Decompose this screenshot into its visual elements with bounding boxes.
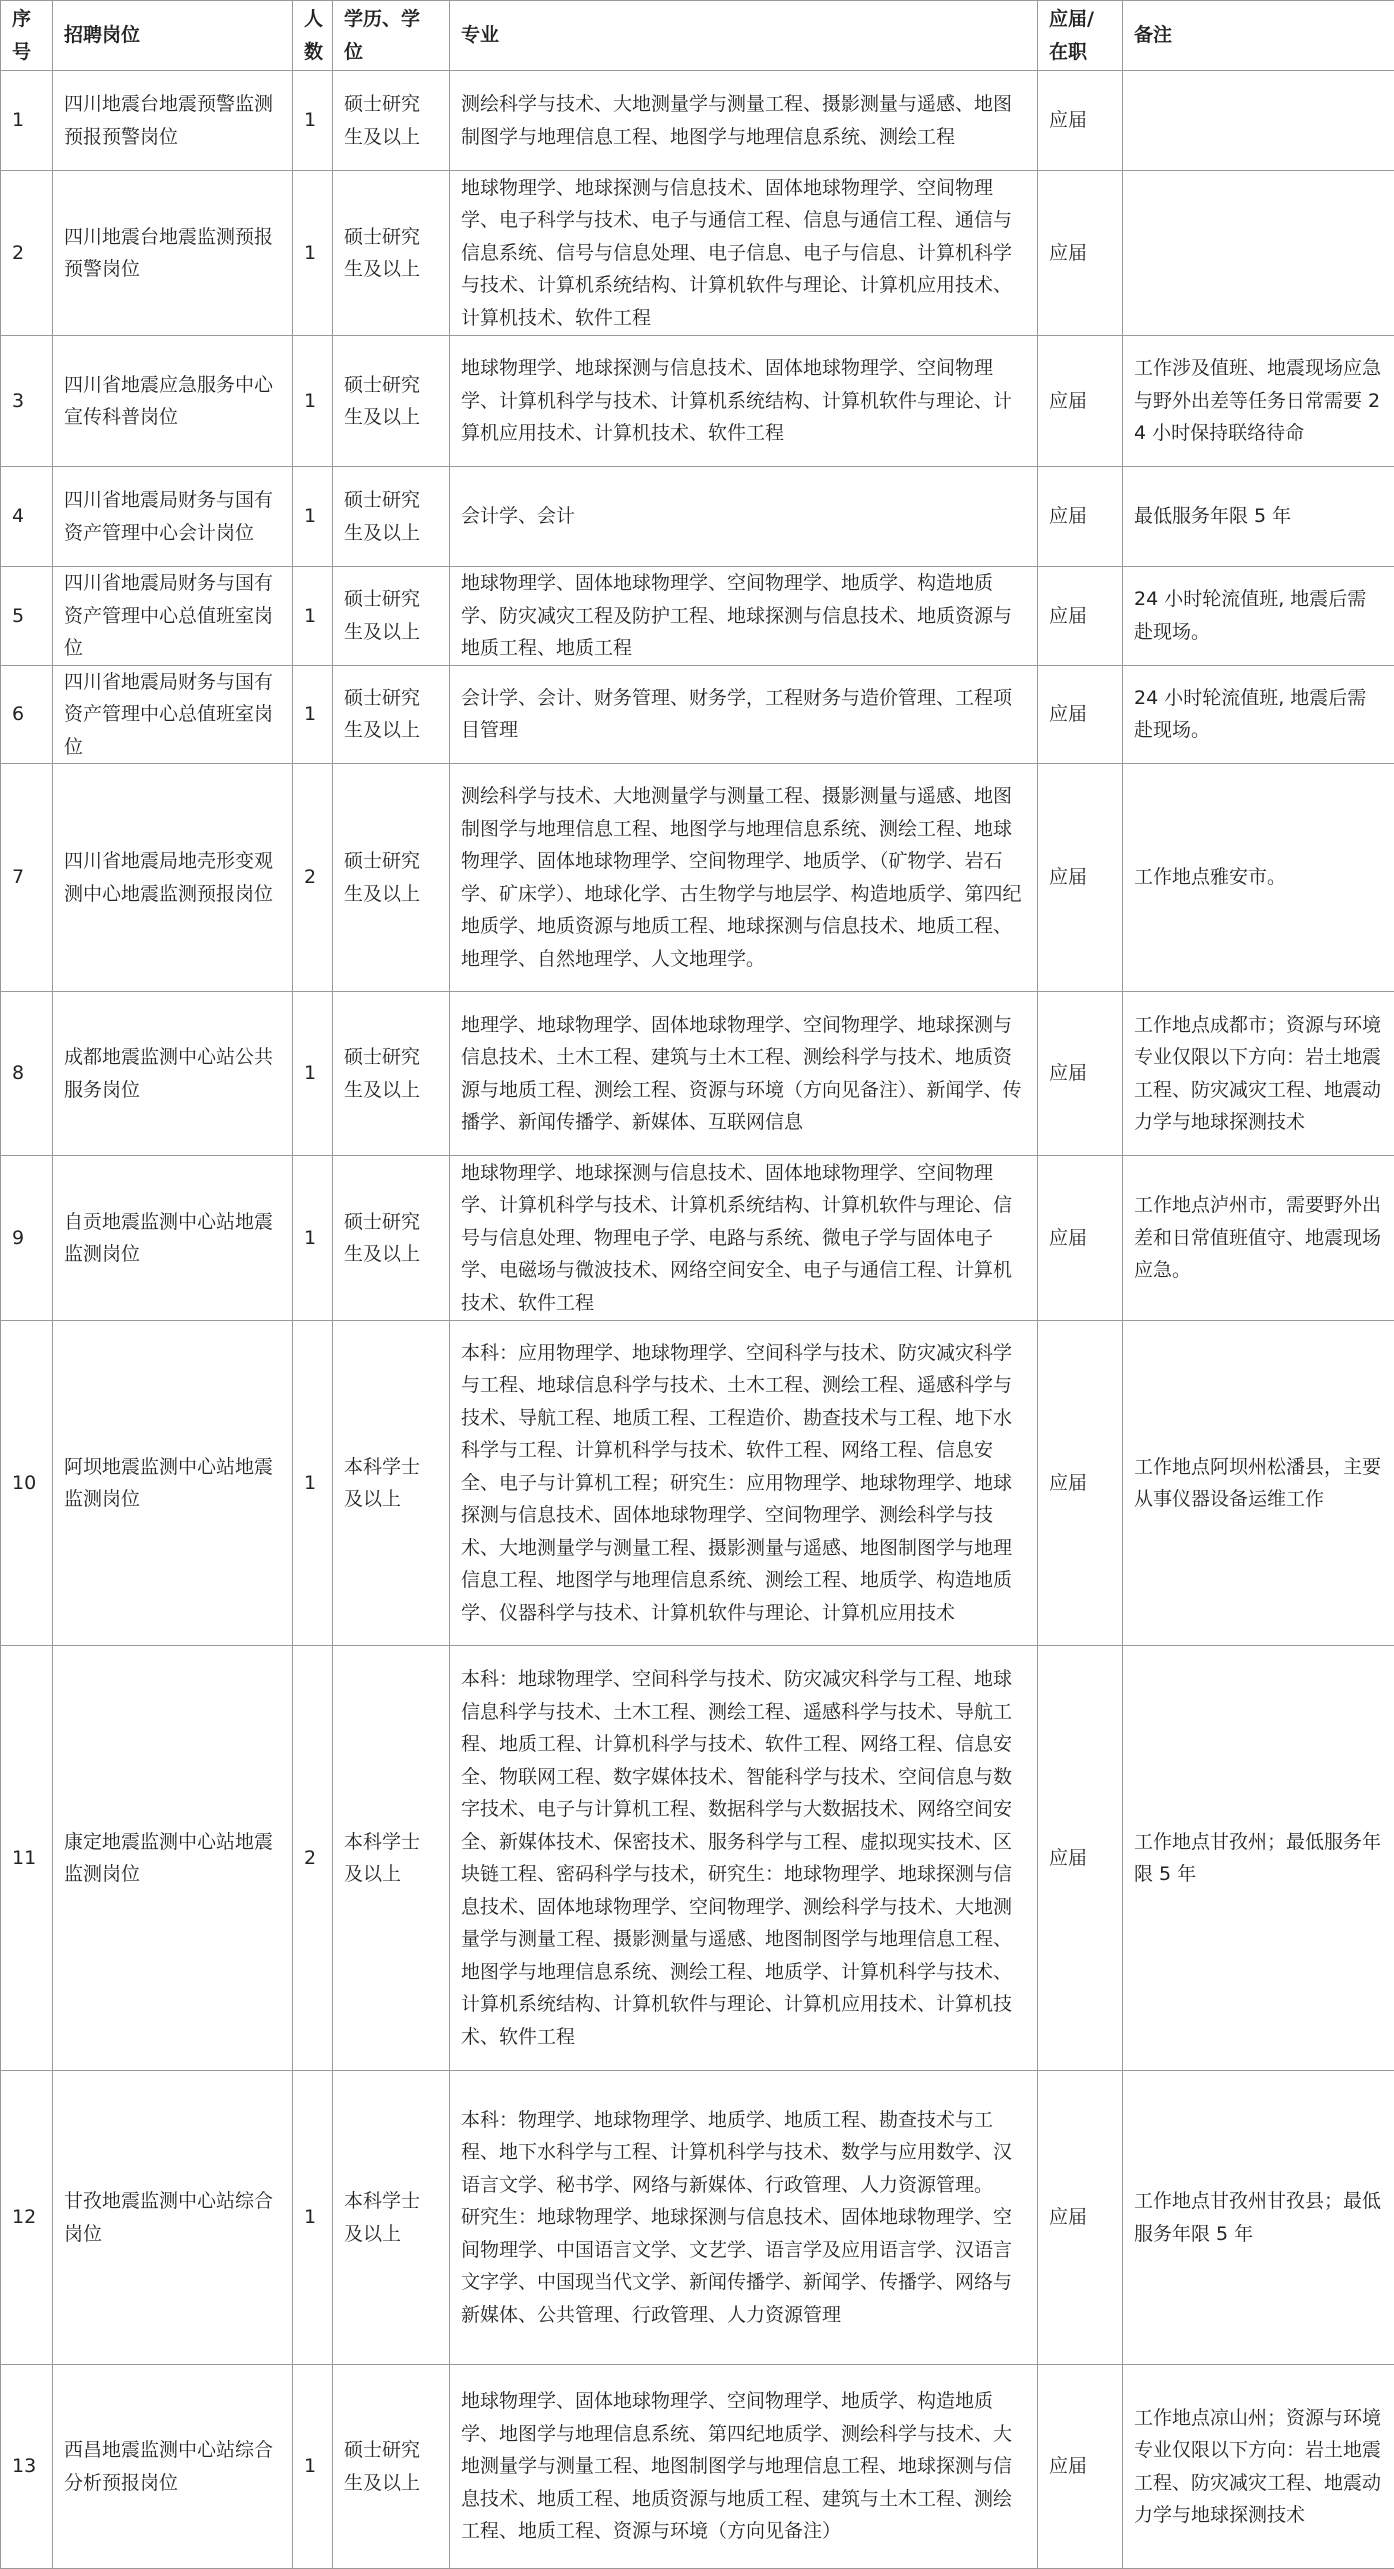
cell-no: 1: [1, 71, 53, 171]
cell-education: 硕士研究生及以上: [333, 764, 450, 992]
cell-education: 本科学士及以上: [333, 1646, 450, 2071]
cell-major: 本科：应用物理学、地球物理学、空间科学与技术、防灾减灾科学与工程、地球信息科学与技术、土木工程、测绘工程、遥感科学与技术、导航工程、地质工程、工程造价、勘查技术与工程、地下水科学与工程、计算机科学与技术、软件工程、网络工程、信息安全、电子与计算机工程；研究生：应用物理学、地球物理学、地球探测与信息技术、固体地球物理学、空间物理学、测绘科学与技术、大地测量学与测量工程、摄影测量与遥感、地图制图学与地理信息工程、地图学与地理信息系统、测绘工程、地质学、构造地质学、仪器科学与技术、计算机软件与理论、计算机应用技术: [450, 1321, 1038, 1646]
cell-notes: 工作地点凉山州；资源与环境专业仅限以下方向：岩土地震工程、防灾减灾工程、地震动力学与地球探测技术: [1123, 2365, 1394, 2569]
cell-major: 地球物理学、固体地球物理学、空间物理学、地质学、构造地质学、防灾减灾工程及防护工程、地球探测与信息技术、地质资源与地质工程、地质工程: [450, 567, 1038, 666]
cell-count: 1: [293, 467, 333, 567]
cell-position: 自贡地震监测中心站地震监测岗位: [53, 1156, 293, 1321]
cell-status: 应届: [1038, 2071, 1123, 2365]
cell-count: 1: [293, 1321, 333, 1646]
cell-position: 四川省地震应急服务中心宣传科普岗位: [53, 336, 293, 467]
cell-status: 应届: [1038, 2365, 1123, 2569]
cell-notes: 工作地点泸州市，需要野外出差和日常值班值守、地震现场应急。: [1123, 1156, 1394, 1321]
table-row: [1, 1321, 1394, 1646]
cell-position: 四川省地震局财务与国有资产管理中心总值班室岗位: [53, 567, 293, 666]
cell-count: 1: [293, 992, 333, 1156]
header-education: 学历、学位: [333, 1, 450, 71]
cell-notes: 工作地点阿坝州松潘县，主要从事仪器设备运维工作: [1123, 1321, 1394, 1646]
cell-count: 2: [293, 764, 333, 992]
cell-notes: 24 小时轮流值班, 地震后需赴现场。: [1123, 567, 1394, 666]
header-count: 人数: [293, 1, 333, 71]
cell-education: 硕士研究生及以上: [333, 567, 450, 666]
table-row: [1, 764, 1394, 992]
cell-count: 1: [293, 1156, 333, 1321]
cell-status: 应届: [1038, 71, 1123, 171]
cell-status: 应届: [1038, 171, 1123, 336]
cell-notes: [1123, 71, 1394, 171]
cell-status: 应届: [1038, 1646, 1123, 2071]
table-row: [1, 71, 1394, 171]
cell-count: 1: [293, 665, 333, 764]
cell-education: 硕士研究生及以上: [333, 171, 450, 336]
cell-notes: 工作地点雅安市。: [1123, 764, 1394, 992]
cell-major: 地球物理学、固体地球物理学、空间物理学、地质学、构造地质学、地图学与地理信息系统、第四纪地质学、测绘科学与技术、大地测量学与测量工程、地图制图学与地理信息工程、地球探测与信息技术、地质工程、地质资源与地质工程、建筑与土木工程、测绘工程、地质工程、资源与环境（方向见备注）: [450, 2365, 1038, 2569]
table-row: [1, 1156, 1394, 1321]
table-row: [1, 1646, 1394, 2071]
cell-position: 四川地震台地震监测预报预警岗位: [53, 171, 293, 336]
cell-count: 1: [293, 336, 333, 467]
cell-education: 硕士研究生及以上: [333, 71, 450, 171]
header-notes: 备注: [1123, 1, 1394, 71]
cell-position: 阿坝地震监测中心站地震监测岗位: [53, 1321, 293, 1646]
cell-education: 硕士研究生及以上: [333, 1156, 450, 1321]
cell-no: 10: [1, 1321, 53, 1646]
table-row: [1, 467, 1394, 567]
cell-notes: 工作地点甘孜州甘孜县；最低服务年限 5 年: [1123, 2071, 1394, 2365]
cell-notes: 最低服务年限 5 年: [1123, 467, 1394, 567]
cell-education: 硕士研究生及以上: [333, 992, 450, 1156]
table-row: [1, 665, 1394, 764]
cell-major: 会计学、会计、财务管理、财务学，工程财务与造价管理、工程项目管理: [450, 665, 1038, 764]
cell-position: 康定地震监测中心站地震监测岗位: [53, 1646, 293, 2071]
cell-count: 1: [293, 2365, 333, 2569]
cell-education: 硕士研究生及以上: [333, 336, 450, 467]
cell-no: 2: [1, 171, 53, 336]
table-row: [1, 2365, 1394, 2569]
cell-notes: 工作涉及值班、地震现场应急与野外出差等任务日常需要 24 小时保持联络待命: [1123, 336, 1394, 467]
cell-notes: 工作地点甘孜州；最低服务年限 5 年: [1123, 1646, 1394, 2071]
cell-status: 应届: [1038, 764, 1123, 992]
cell-count: 2: [293, 1646, 333, 2071]
cell-status: 应届: [1038, 567, 1123, 666]
table-row: [1, 171, 1394, 336]
table-row: [1, 567, 1394, 666]
cell-major: 地球物理学、地球探测与信息技术、固体地球物理学、空间物理学、计算机科学与技术、计算机系统结构、计算机软件与理论、信号与信息处理、物理电子学、电路与系统、微电子学与固体电子学、电磁场与微波技术、网络空间安全、电子与通信工程、计算机技术、软件工程: [450, 1156, 1038, 1321]
cell-education: 硕士研究生及以上: [333, 2365, 450, 2569]
table-row: [1, 336, 1394, 467]
cell-status: 应届: [1038, 1321, 1123, 1646]
cell-position: 成都地震监测中心站公共服务岗位: [53, 992, 293, 1156]
cell-no: 11: [1, 1646, 53, 2071]
cell-major: 地理学、地球物理学、固体地球物理学、空间物理学、地球探测与信息技术、土木工程、建筑与土木工程、测绘科学与技术、地质资源与地质工程、测绘工程、资源与环境（方向见备注）、新闻学、传播学、新闻传播学、新媒体、互联网信息: [450, 992, 1038, 1156]
cell-major: 地球物理学、地球探测与信息技术、固体地球物理学、空间物理学、电子科学与技术、电子与通信工程、信息与通信工程、通信与信息系统、信号与信息处理、电子信息、电子与信息、计算机科学与技术、计算机系统结构、计算机软件与理论、计算机应用技术、计算机技术、软件工程: [450, 171, 1038, 336]
cell-education: 本科学士及以上: [333, 1321, 450, 1646]
cell-count: 1: [293, 567, 333, 666]
table-row: [1, 2071, 1394, 2365]
cell-no: 4: [1, 467, 53, 567]
cell-major: 测绘科学与技术、大地测量学与测量工程、摄影测量与遥感、地图制图学与地理信息工程、地图学与地理信息系统、测绘工程、地球物理学、固体地球物理学、空间物理学、地质学、（矿物学、岩石学、矿床学）、地球化学、古生物学与地层学、构造地质学、第四纪地质学、地质资源与地质工程、地球探测与信息技术、地质工程、地理学、自然地理学、人文地理学。: [450, 764, 1038, 992]
cell-education: 硕士研究生及以上: [333, 665, 450, 764]
cell-status: 应届: [1038, 1156, 1123, 1321]
table-row: [1, 992, 1394, 1156]
cell-major: 本科：物理学、地球物理学、地质学、地质工程、勘查技术与工程、地下水科学与工程、计算机科学与技术、数学与应用数学、汉语言文学、秘书学、网络与新媒体、行政管理、人力资源管理。 研究生：地球物理学、地球探测与信息技术、固体地球物理学、空间物理学、中国语言文学、文艺学、语言学及应用语言学、汉语言文字学、中国现当代文学、新闻传播学、新闻学、传播学、网络与新媒体、公共管理、行政管理、人力资源管理: [450, 2071, 1038, 2365]
cell-count: 1: [293, 2071, 333, 2365]
cell-count: 1: [293, 71, 333, 171]
cell-position: 西昌地震监测中心站综合分析预报岗位: [53, 2365, 293, 2569]
cell-no: 13: [1, 2365, 53, 2569]
cell-major: 本科：地球物理学、空间科学与技术、防灾减灾科学与工程、地球信息科学与技术、土木工程、测绘工程、遥感科学与技术、导航工程、地质工程、计算机科学与技术、软件工程、网络工程、信息安全、物联网工程、数字媒体技术、智能科学与技术、空间信息与数字技术、电子与计算机工程、数据科学与大数据技术、网络空间安全、新媒体技术、保密技术、服务科学与工程、虚拟现实技术、区块链工程、密码科学与技术，研究生：地球物理学、地球探测与信息技术、固体地球物理学、空间物理学、测绘科学与技术、大地测量学与测量工程、摄影测量与遥感、地图制图学与地理信息工程、地图学与地理信息系统、测绘工程、地质学、计算机科学与技术、计算机系统结构、计算机软件与理论、计算机应用技术、计算机技术、软件工程: [450, 1646, 1038, 2071]
cell-notes: 24 小时轮流值班, 地震后需赴现场。: [1123, 665, 1394, 764]
cell-status: 应届: [1038, 665, 1123, 764]
cell-position: 甘孜地震监测中心站综合岗位: [53, 2071, 293, 2365]
cell-no: 8: [1, 992, 53, 1156]
cell-status: 应届: [1038, 336, 1123, 467]
header-row: [1, 1, 1394, 71]
cell-notes: [1123, 171, 1394, 336]
header-position: 招聘岗位: [53, 1, 293, 71]
cell-no: 6: [1, 665, 53, 764]
cell-no: 7: [1, 764, 53, 992]
cell-no: 5: [1, 567, 53, 666]
cell-no: 3: [1, 336, 53, 467]
header-major: 专业: [450, 1, 1038, 71]
cell-major: 测绘科学与技术、大地测量学与测量工程、摄影测量与遥感、地图制图学与地理信息工程、地图学与地理信息系统、测绘工程: [450, 71, 1038, 171]
cell-notes: 工作地点成都市；资源与环境专业仅限以下方向：岩土地震工程、防灾减灾工程、地震动力学与地球探测技术: [1123, 992, 1394, 1156]
cell-major: 会计学、会计: [450, 467, 1038, 567]
cell-position: 四川省地震局地壳形变观测中心地震监测预报岗位: [53, 764, 293, 992]
cell-position: 四川省地震局财务与国有资产管理中心会计岗位: [53, 467, 293, 567]
header-status: 应届/在职: [1038, 1, 1123, 71]
cell-no: 9: [1, 1156, 53, 1321]
cell-position: 四川地震台地震预警监测预报预警岗位: [53, 71, 293, 171]
cell-no: 12: [1, 2071, 53, 2365]
cell-major: 地球物理学、地球探测与信息技术、固体地球物理学、空间物理学、计算机科学与技术、计算机系统结构、计算机软件与理论、计算机应用技术、计算机技术、软件工程: [450, 336, 1038, 467]
cell-education: 硕士研究生及以上: [333, 467, 450, 567]
cell-count: 1: [293, 171, 333, 336]
cell-status: 应届: [1038, 467, 1123, 567]
cell-status: 应届: [1038, 992, 1123, 1156]
cell-education: 本科学士及以上: [333, 2071, 450, 2365]
header-no: 序号: [1, 1, 53, 71]
cell-position: 四川省地震局财务与国有资产管理中心总值班室岗位: [53, 665, 293, 764]
